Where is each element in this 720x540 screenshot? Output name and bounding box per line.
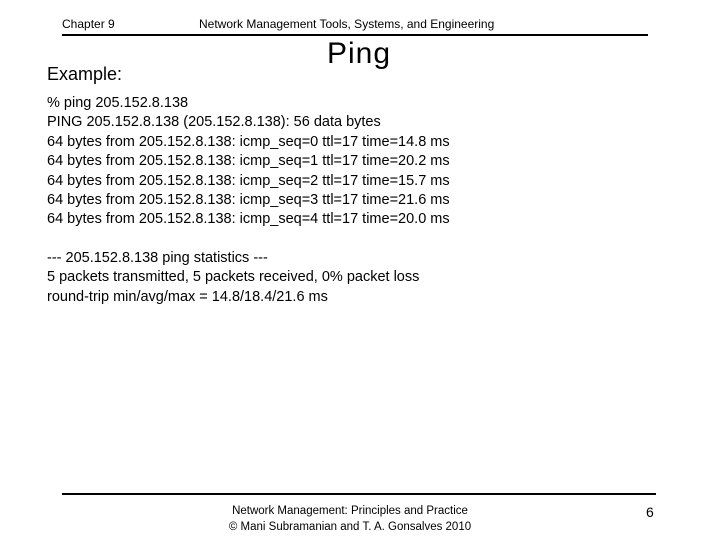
ping-header-line: PING 205.152.8.138 (205.152.8.138): 56 data bytes: [47, 114, 381, 131]
footer: [200, 503, 500, 535]
statistics-heading: --- 205.152.8.138 ping statistics ---: [47, 250, 268, 266]
round-trip-summary: round-trip min/avg/max = 14.8/18.4/21.6 ms: [47, 288, 328, 305]
ping-reply-line: 64 bytes from 205.152.8.138: icmp_seq=1 ttl=17 time=20.2 ms: [47, 153, 450, 170]
ping-output: [47, 94, 450, 230]
header-divider: [62, 34, 648, 36]
footer-divider: [62, 493, 656, 495]
ping-reply-line: 64 bytes from 205.152.8.138: icmp_seq=2 ttl=17 time=15.7 ms: [47, 172, 450, 189]
slide-title: Ping: [327, 37, 392, 70]
ping-statistics: [47, 249, 419, 307]
header-title: Network Management Tools, Systems, and Engineering: [199, 17, 495, 31]
ping-reply-line: 64 bytes from 205.152.8.138: icmp_seq=4 ttl=17 time=20.0 ms: [47, 211, 450, 228]
footer-copyright: © Mani Subramanian and T. A. Gonsalves 2010: [228, 521, 472, 533]
chapter-label: Chapter 9: [62, 17, 115, 31]
example-label: Example:: [47, 64, 123, 84]
page-number: 6: [646, 504, 654, 520]
footer-book-title: Network Management: Principles and Practice: [232, 505, 468, 517]
ping-command-line: % ping 205.152.8.138: [47, 95, 189, 111]
ping-reply-line: 64 bytes from 205.152.8.138: icmp_seq=3 ttl=17 time=21.6 ms: [47, 191, 450, 208]
ping-reply-line: 64 bytes from 205.152.8.138: icmp_seq=0 ttl=17 time=14.8 ms: [47, 133, 450, 150]
packet-summary: 5 packets transmitted, 5 packets received, 0% packet loss: [47, 269, 420, 286]
